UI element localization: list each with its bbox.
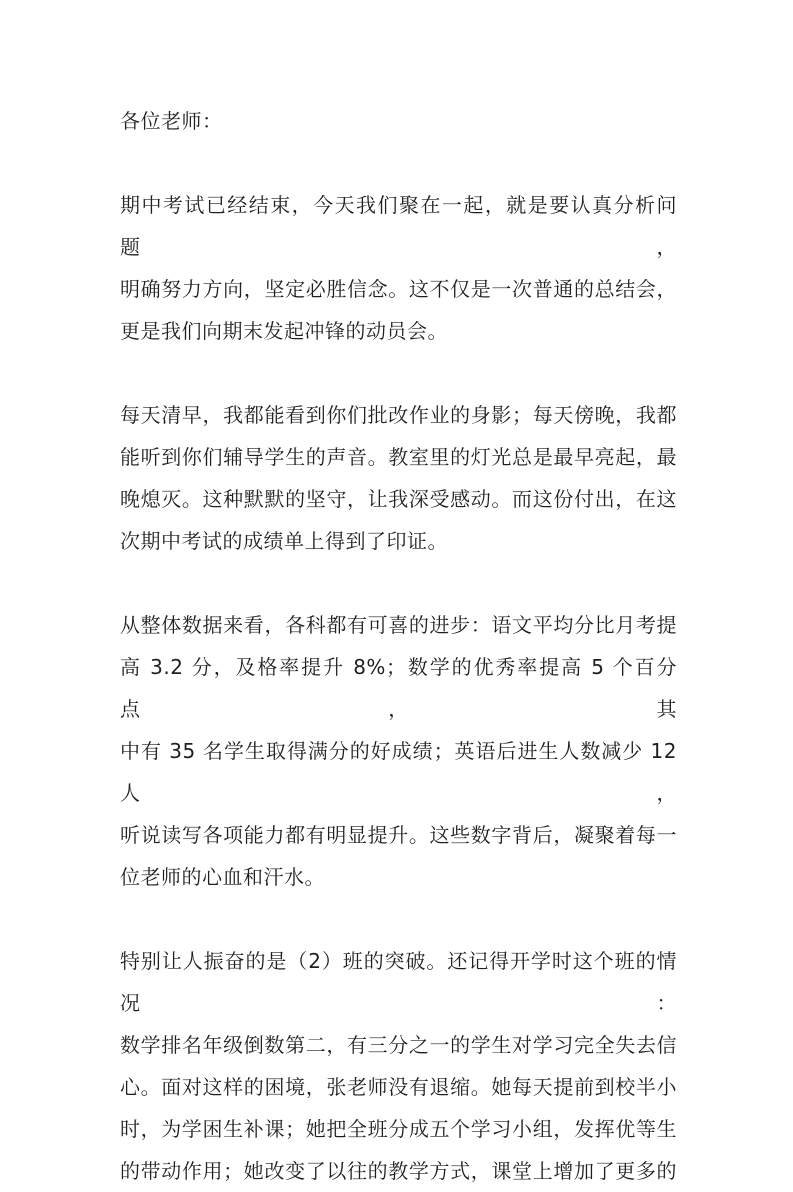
text-line: 更是我们向期末发起冲锋的动员会。 [120, 319, 448, 343]
text-line: 从整体数据来看，各科都有可喜的进步：语文平均分比月考提 [120, 613, 677, 637]
text-line: 位老师的心血和汗水。 [120, 865, 325, 889]
text-line: 期中考试已经结束，今天我们聚在一起，就是要认真分析问题， [120, 193, 677, 259]
text-line: 数学排名年级倒数第二，有三分之一的学生对学习完全失去信 [120, 1033, 677, 1057]
text-line: 能听到你们辅导学生的声音。教室里的灯光总是最早亮起，最 [120, 445, 677, 469]
paragraph-class2-breakthrough [120, 940, 677, 1192]
text-line: 心。面对这样的困境，张老师没有退缩。她每天提前到校半小 [120, 1075, 677, 1099]
text-line: 高 3.2 分，及格率提升 8%；数学的优秀率提高 5 个百分点，其 [120, 655, 677, 721]
text-line: 时，为学困生补课；她把全班分成五个学习小组，发挥优等生 [120, 1117, 677, 1141]
paragraph-overall-results [120, 604, 677, 898]
text-line: 各位老师： [120, 109, 223, 133]
paragraph-teacher-dedication [120, 394, 677, 562]
text-line: 的带动作用；她改变了以往的教学方式，课堂上增加了更多的 [120, 1159, 677, 1183]
text-line: 每天清早，我都能看到你们批改作业的身影；每天傍晚，我都 [120, 403, 677, 427]
text-line: 次期中考试的成绩单上得到了印证。 [120, 529, 448, 553]
text-line: 听说读写各项能力都有明显提升。这些数字背后，凝聚着每一 [120, 823, 677, 847]
text-line: 晚熄灭。这种默默的坚守，让我深受感动。而这份付出，在这 [120, 487, 677, 511]
salutation-paragraph [120, 100, 677, 142]
text-line: 特别让人振奋的是（2）班的突破。还记得开学时这个班的情况： [120, 949, 677, 1015]
text-line: 明确努力方向，坚定必胜信念。这不仅是一次普通的总结会， [120, 277, 677, 301]
paragraph-opening-mobilization [120, 184, 677, 352]
text-line: 中有 35 名学生取得满分的好成绩；英语后进生人数减少 12 人， [120, 739, 677, 805]
